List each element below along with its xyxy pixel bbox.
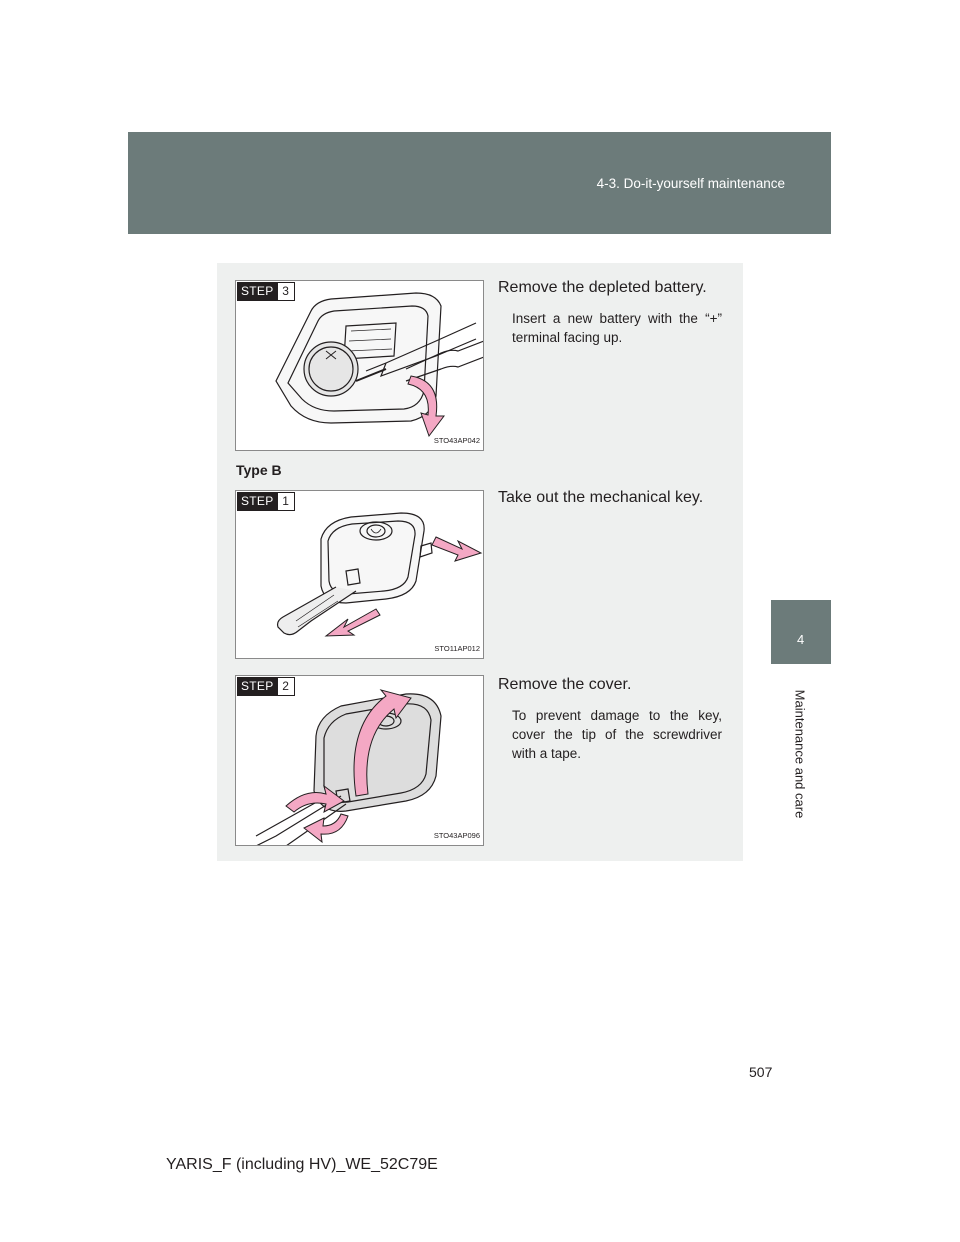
step-number: 3: [278, 282, 295, 301]
type-b-heading: Type B: [236, 462, 282, 478]
figure-take-out-key: [235, 490, 484, 659]
figure-remove-cover: [235, 675, 484, 846]
push-arrow-icon: [432, 537, 481, 561]
page-number: 507: [749, 1064, 773, 1080]
step-number: 2: [278, 677, 295, 696]
figure-code: STO43AP042: [433, 436, 480, 445]
footer-code: YARIS_F (including HV)_WE_52C79E: [166, 1156, 438, 1173]
step-label: STEP: [237, 282, 278, 301]
step-badge: [237, 492, 295, 511]
section-header: [128, 132, 831, 234]
chapter-number: 4: [797, 632, 805, 647]
step-badge: [237, 282, 295, 301]
step-title: Remove the cover.: [498, 676, 632, 693]
key-cover-illustration: [236, 676, 484, 846]
figure-code: STO43AP096: [433, 831, 480, 840]
key-battery-illustration: [236, 281, 484, 451]
step-number: 1: [278, 492, 295, 511]
section-title: 4-3. Do-it-yourself maintenance: [596, 176, 785, 191]
key-fob-illustration: [236, 491, 484, 659]
pull-arrow-icon: [326, 609, 380, 636]
step-label: STEP: [237, 492, 278, 511]
figure-remove-battery: [235, 280, 484, 451]
step-label: STEP: [237, 677, 278, 696]
step-badge: [237, 677, 295, 696]
chapter-label: Maintenance and care: [792, 689, 808, 819]
step-title: Remove the depleted battery.: [498, 279, 707, 296]
step-title: Take out the mechanical key.: [498, 489, 704, 506]
figure-code: STO11AP012: [434, 644, 480, 653]
step-description: To prevent damage to the key, cover the tip of the screwdriver with a tape.: [512, 708, 722, 761]
step-description: Insert a new battery with the “+” terminal facing up.: [512, 311, 722, 345]
